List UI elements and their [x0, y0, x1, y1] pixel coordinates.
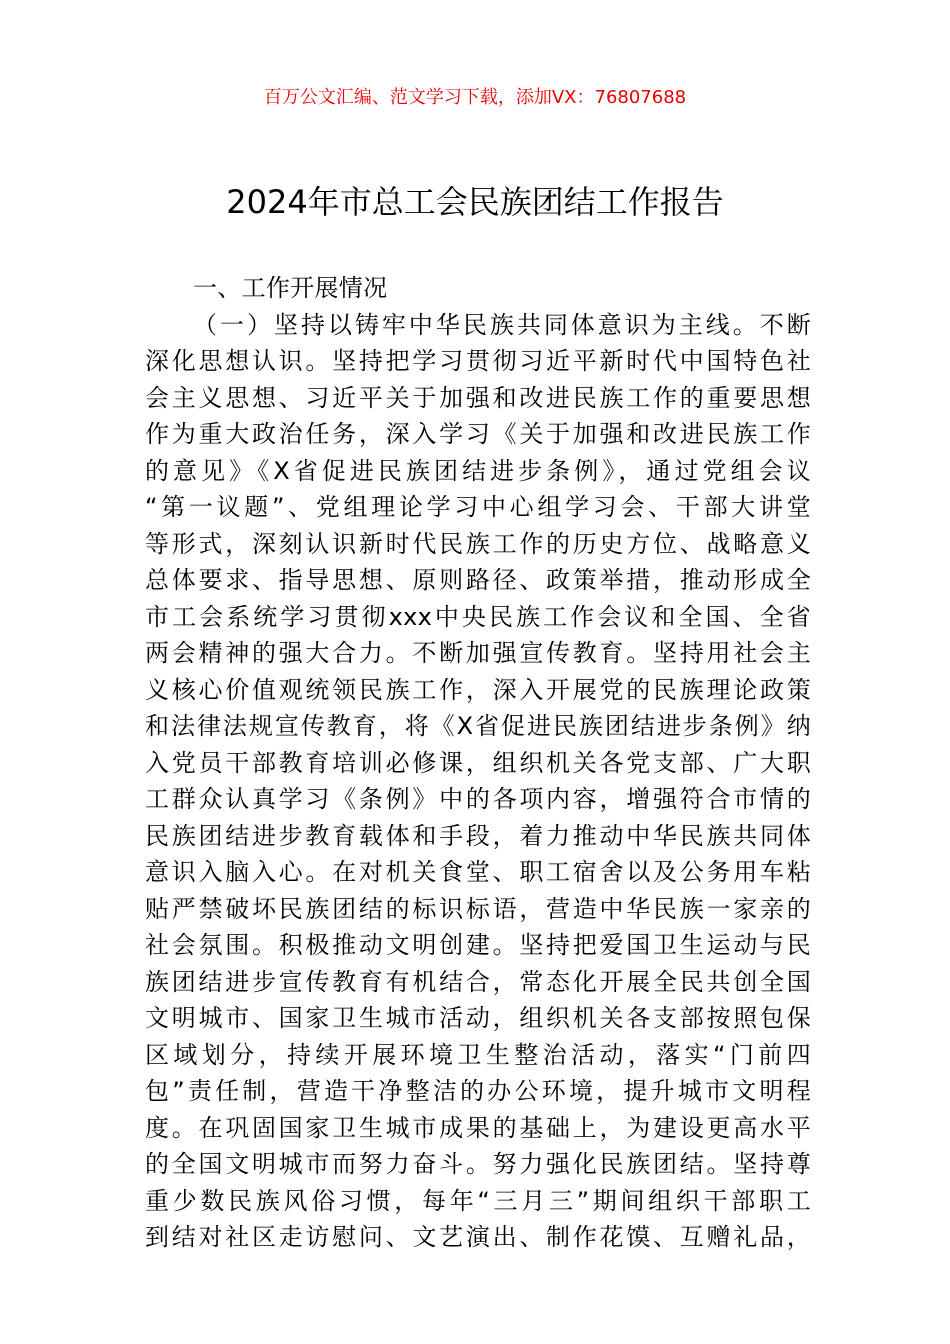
paragraph-line: 作为重大政治任务，深入学习《关于加强和改进民族工作: [145, 420, 811, 448]
paragraph-line: 到结对社区走访慰问、文艺演出、制作花馍、互赠礼品，: [145, 1223, 811, 1251]
paragraph-line: 重少数民族风俗习惯，每年“三月三”期间组织干部职工: [145, 1186, 811, 1215]
paragraph-line: 入党员干部教育培训必修课，组织机关各党支部、广大职: [145, 748, 811, 777]
section-heading: 一、工作开展情况: [193, 274, 388, 302]
paragraph-line: 意识入脑入心。在对机关食堂、职工宿舍以及公务用车粘: [145, 858, 811, 886]
paragraph-line: 总体要求、指导思想、原则路径、政策举措，推动形成全: [145, 566, 811, 594]
paragraph-line: 文明城市、国家卫生城市活动，组织机关各支部按照包保: [145, 1004, 811, 1032]
document-body: [145, 270, 811, 1256]
paragraph-line: 和法律法规宣传教育，将《X省促进民族团结进步条例》纳: [145, 712, 811, 740]
paragraph-line: 民族团结进步教育载体和手段，着力推动中华民族共同体: [145, 821, 811, 850]
paragraph-line: 的全国文明城市而努力奋斗。努力强化民族团结。坚持尊: [145, 1150, 811, 1178]
watermark-banner: 百万公文汇编、范文学习下载，添加VX：76807688: [263, 87, 687, 108]
paragraph-line: 会主义思想、习近平关于加强和改进民族工作的重要思想: [145, 383, 811, 412]
paragraph-line: 两会精神的强大合力。不断加强宣传教育。坚持用社会主: [145, 639, 811, 667]
paragraph-line: （一）坚持以铸牢中华民族共同体意识为主线。不断: [193, 310, 811, 339]
document-title: 2024年市总工会民族团结工作报告: [226, 183, 724, 221]
paragraph-line: 贴严禁破坏民族团结的标识标语，营造中华民族一家亲的: [145, 894, 811, 923]
paragraph-line: 度。在巩固国家卫生城市成果的基础上，为建设更高水平: [145, 1113, 811, 1142]
paragraph-line: 工群众认真学习《条例》中的各项内容，增强符合市情的: [145, 785, 811, 813]
paragraph-line: 义核心价值观统领民族工作，深入开展党的民族理论政策: [145, 675, 811, 704]
paragraph-line: 市工会系统学习贯彻xxx中央民族工作会议和全国、全省: [145, 602, 811, 631]
paragraph-line: 族团结进步宣传教育有机结合，常态化开展全民共创全国: [145, 967, 811, 996]
paragraph-line: 等形式，深刻认识新时代民族工作的历史方位、战略意义: [145, 529, 811, 558]
paragraph-line: 的意见》《X省促进民族团结进步条例》，通过党组会议: [145, 456, 811, 485]
paragraph-line: “第一议题”、党组理论学习中心组学习会、干部大讲堂: [145, 493, 811, 521]
paragraph-line: 深化思想认识。坚持把学习贯彻习近平新时代中国特色社: [145, 347, 811, 375]
paragraph-line: 包”责任制，营造干净整洁的办公环境，提升城市文明程: [145, 1077, 811, 1105]
paragraph-line: 区域划分，持续开展环境卫生整治活动，落实“门前四: [145, 1040, 811, 1069]
paragraph-line: 社会氛围。积极推动文明创建。坚持把爱国卫生运动与民: [145, 931, 811, 959]
